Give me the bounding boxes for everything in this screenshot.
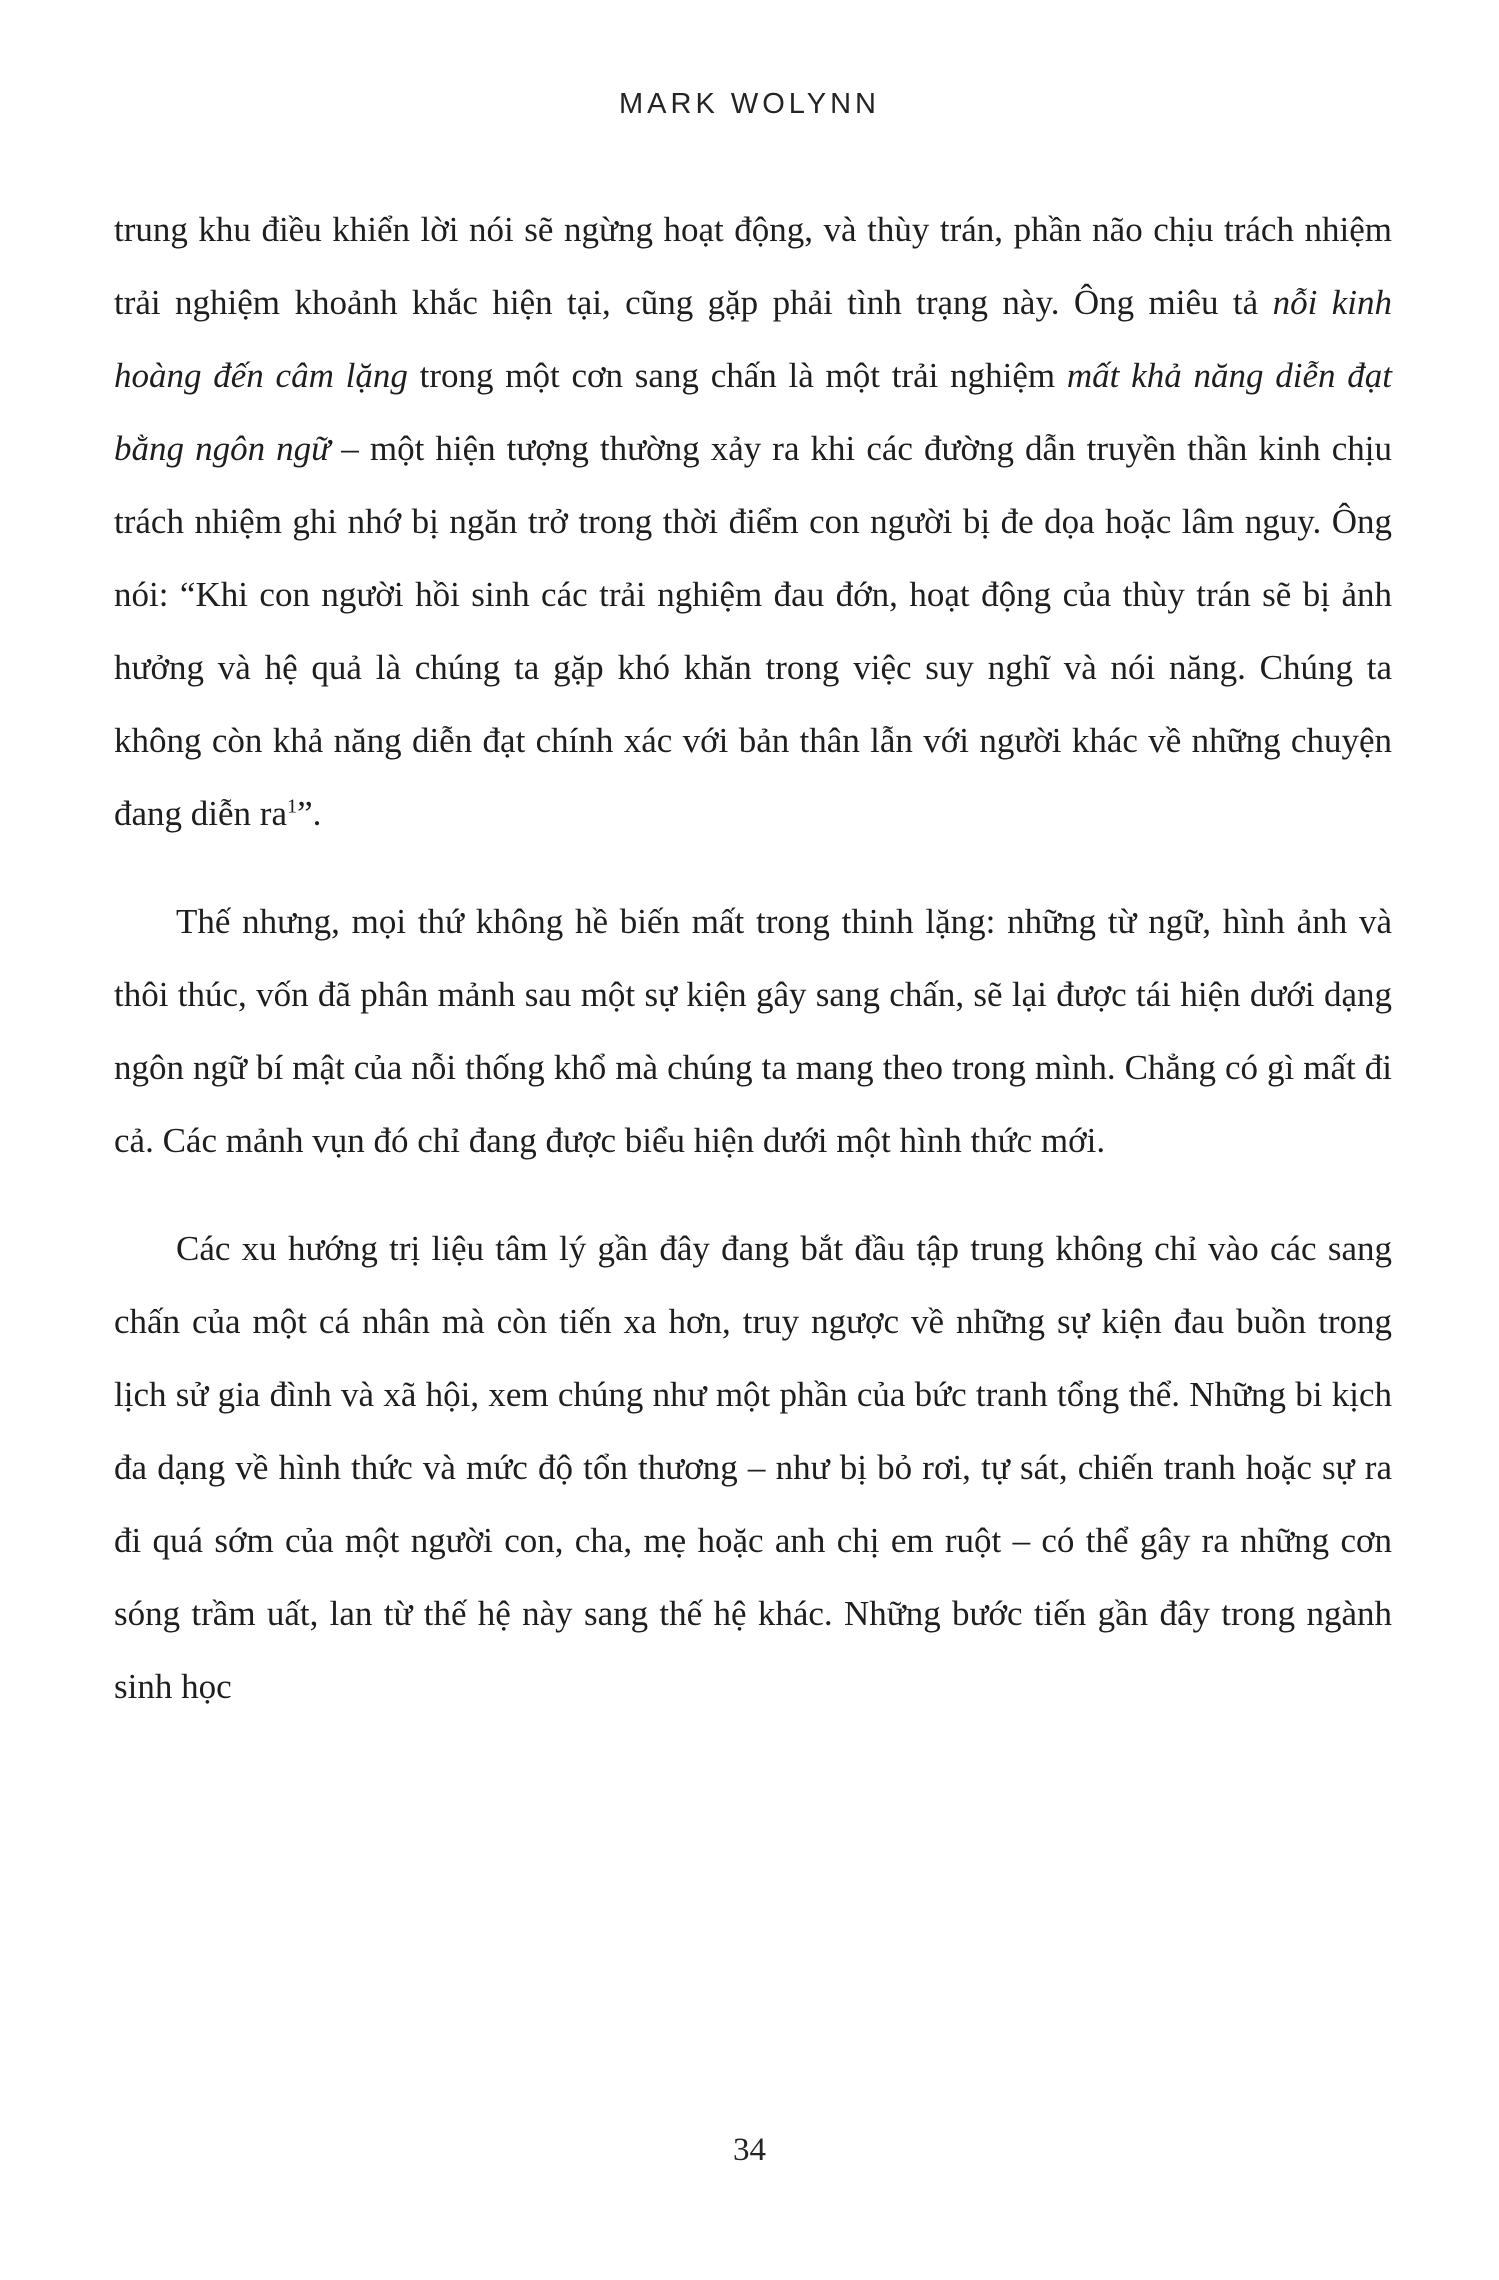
text-run: Thế nhưng, mọi thứ không hề biến mất trong thinh lặng: những từ ngữ, hình ảnh và thôi thúc, vốn đã phân mảnh sau một sự kiện gây sang chấn, sẽ lại được tái hiện dưới dạng ngôn ngữ bí mật của nỗi thống khổ mà chúng ta mang theo trong mình. Chẳng có gì mất đi cả. Các mảnh vụn đó chỉ đang được biểu hiện dưới một hình thức mới. [114, 902, 1392, 1160]
paragraph [114, 885, 1392, 1177]
running-header: MARK WOLYNN [619, 88, 880, 120]
footnote-marker: 1 [286, 795, 298, 818]
paragraph [114, 1212, 1392, 1723]
italic-text-run: nỗi kinh hoàng đến câm lặng [114, 283, 1393, 395]
italic-text-run: mất khả năng diễn đạt bằng ngôn ngữ [114, 356, 1392, 468]
paragraph [114, 193, 1392, 850]
text-run: trong một cơn sang chấn là một trải nghiệm [407, 356, 1067, 395]
body-text [114, 193, 1392, 1723]
text-run: trung khu điều khiển lời nói sẽ ngừng hoạt động, và thùy trán, phần não chịu trách nhiệm trải nghiệm khoảnh khắc hiện tại, cũng gặp phải tình trạng này. Ông miêu tả [114, 210, 1392, 322]
text-run: Các xu hướng trị liệu tâm lý gần đây đang bắt đầu tập trung không chỉ vào các sang chấn của một cá nhân mà còn tiến xa hơn, truy ngược về những sự kiện đau buồn trong lịch sử gia đình và xã hội, xem chúng như một phần của bức tranh tổng thể. Những bi kịch đa dạng về hình thức và mức độ tổn thương – như bị bỏ rơi, tự sát, chiến tranh hoặc sự ra đi quá sớm của một người con, cha, mẹ hoặc anh chị em ruột – có thể gây ra những cơn sóng trầm uất, lan từ thế hệ này sang thế hệ khác. Những bước tiến gần đây trong ngành sinh học [114, 1229, 1392, 1706]
text-run: – một hiện tượng thường xảy ra khi các đường dẫn truyền thần kinh chịu trách nhiệm ghi nhớ bị ngăn trở trong thời điểm con người bị đe dọa hoặc lâm nguy. Ông nói: “Khi con người hồi sinh các trải nghiệm đau đớn, hoạt động của thùy trán sẽ bị ảnh hưởng và hệ quả là chúng ta gặp khó khăn trong việc suy nghĩ và nói năng. Chúng ta không còn khả năng diễn đạt chính xác với bản thân lẫn với người khác về những chuyện đang diễn ra [114, 429, 1392, 833]
page-number: 34 [733, 2132, 766, 2168]
text-run: ”. [297, 794, 322, 833]
